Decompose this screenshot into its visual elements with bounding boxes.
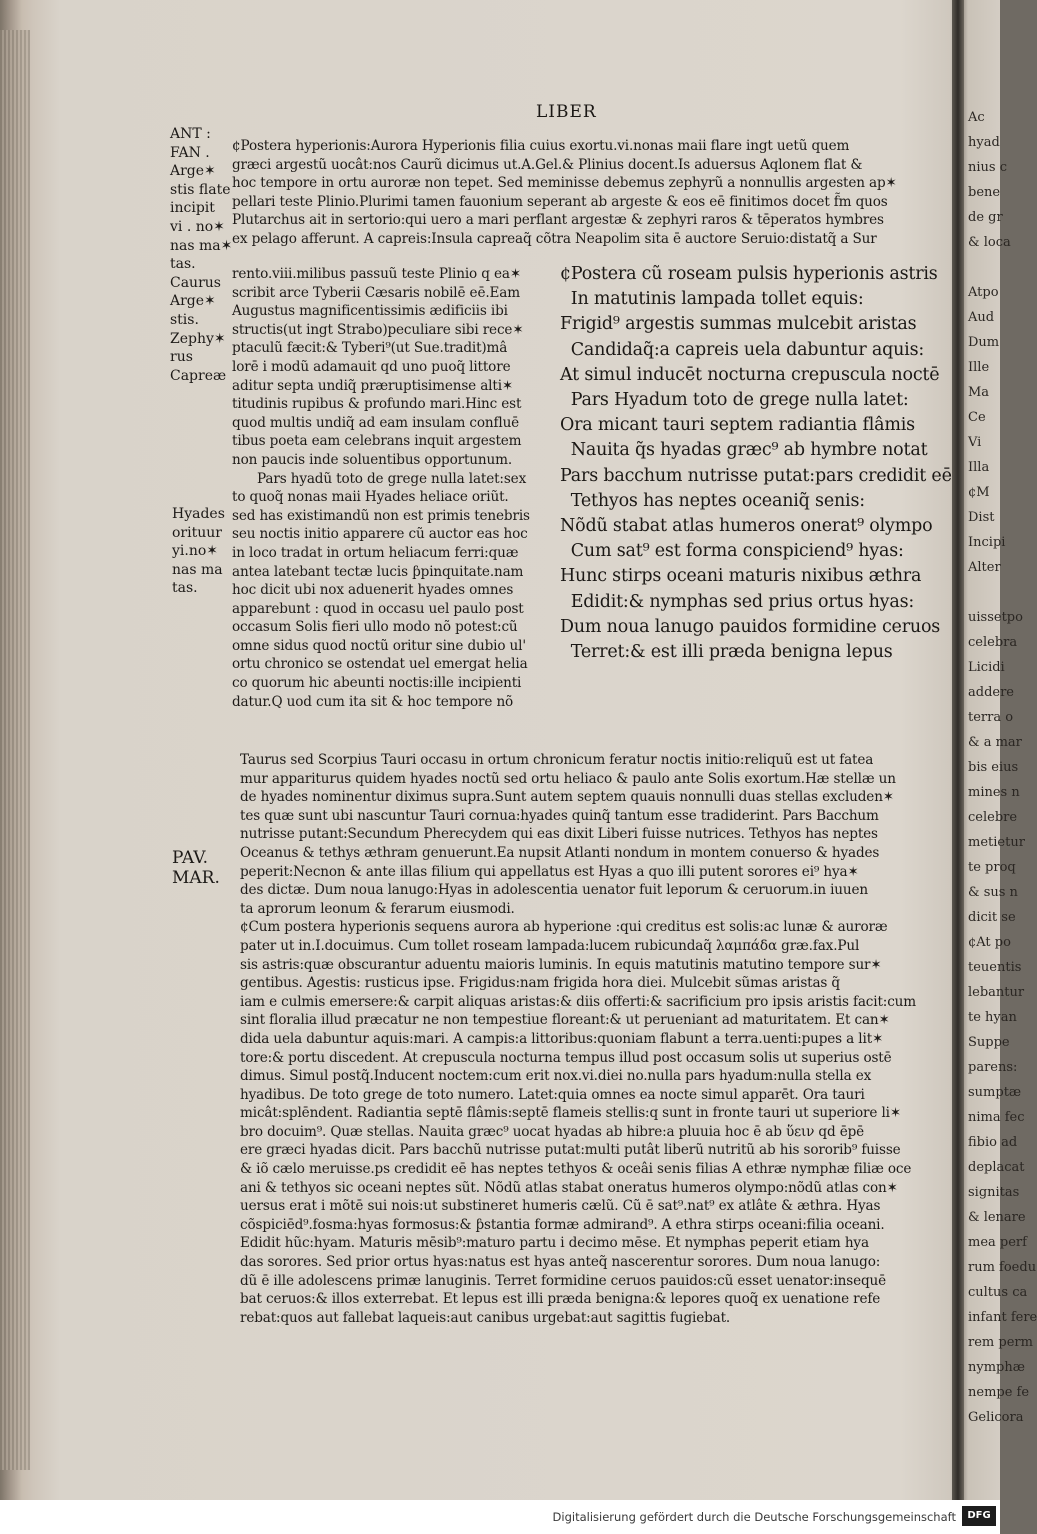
margin-notes-middle: Hyades orituur yi.no✶ nas ma tas. (172, 506, 225, 597)
dfg-logo: DFG (962, 1506, 996, 1526)
gutter (952, 0, 964, 1500)
commentary-column: rento.viii.milibus passuũ teste Plinio q ea✶ scribit arce Tyberii Cæsaris nobilē eē.Eam Augustus magnificentissimis ædificiis ibi structis(ut ingt Strabo)peculiare sibi rece✶ ptaculũ fæcit:& Tyberi⁹(ut Sue.tradit)mâ lorē i modũ adamauit qd uno puoq̃ littore aditur septa undiq̃ præruptisimense alti✶ titudinis rupibus & profundo mari.Hinc est quod multis undiq̃ ad eam insulam confluē tibus poeta eam celebrans inquit argestem non paucis inde soluentibus opportunum. Pars hyadũ toto de grege nulla latet:sex to quoq̃ nonas maii Hyades heliace oriũt. sed has existimandũ non est primis tenebris seu noctis initio apparere cũ auctor eas hoc in loco tradat in ortum heliacum ferri:quæ antea latebant tectæ lucis ƥpinquitate.nam hoc dicit ubi nox aduenerit hyades omnes apparebunt : quod in occasu uel paulo post occasum Solis fieri ullo modo nõ potest:cũ omne sidus quod noctũ oritur sine dubio ul' ortu chronico se ostendat uel emergat helia co quorum hic abeunti noctis:ille incipienti datur.Q uod cum ita sit & hoc tempore nõ (232, 266, 530, 710)
margin-notes-bottom: PAV. MAR. (172, 848, 220, 888)
facing-page-fragment: Ac hyad nius c bene de gr & loca Atpo Aud Dum Ille Ma Ce Vi Illa ¢M Dist Incipi Alter uissetpo celebra Licidi addere terra o & a mar bis eius mines n celebre metietur te proq & sus n dicit se ¢At po teuentis lebantur te hyan Suppe parens: sumptæ nima fec fibio ad deplacat signitas & lenare mea perf rum foedu cultus ca infant fere rem perm nymphæ nempe fe Gelicora (968, 110, 1037, 1425)
margin-notes-top: ANT : FAN . Arge✶ stis flate incipit vi . no✶ nas ma✶ tas. Caurus Arge✶ stis. Zephy✶ rus Capreæ (170, 126, 233, 384)
commentary-lower: Taurus sed Scorpius Tauri occasu in ortum chronicum feratur noctis initio:reliquũ est ut fatea mur appariturus quidem hyades noctũ sed ortu heliaco & paulo ante Solis exortum.Hæ stellæ un de hyades nominentur diximus supra.Sunt autem septem quauis nonnulli duas stellas excluden✶ tes quæ sunt ubi nascuntur Tauri cornua:hyades quinq̃ tantum esse tradiderint. Pars Bacchum nutrisse putant:Secundum Pherecydem qui eas dixit Liberi fuisse nutrices. Tethyos has neptes Oceanus & tethys æthram genuerunt.Ea nupsit Atlanti nondum in montem conuerso & hyades peperit:Necnon & ante illas filium qui appellatus est Hyas a quo illi putent sorores ei⁹ hya✶ des dictæ. Dum noua lanugo:Hyas in adolescentia uenator fuit leporum & ceruorum.in iuuen ta aprorum leonum & ferarum eiusmodi. ¢Cum postera hyperionis sequens aurora ab hyperione :qui creditus est solis:ac lunæ & auroræ pater ut in.I.docuimus. Cum tollet roseam lampada:lucem rubicundaq̃ λαμπάδα græ.fax.Pul sis astris:quæ obscurantur aduentu maioris luminis. In equis matutinis matutino tempore sur✶ gentibus. Agestis: rusticus ipse. Frigidus:nam frigida hora diei. Mulcebit sũmas aristas q̃ iam e culmis emersere:& carpit aliquas aristas:& diis offerti:& sacrificium pro ipsis aristis facit:cum sint floralia illud præcatur ne non tempestiue floreant:& ut perueniant ad maturitatem. Et can✶ dida uela dabuntur aquis:mari. A campis:a littoribus:quoniam flabunt a terra.uenti:pupes a lit✶ tore:& portu discedent. At crepuscula nocturna tempus illud post occasum solis ut superius ostē dimus. Simul postq̃.Inducent noctem:cum erit nox.vi.diei no.nulla pars hyadum:nulla stella ex hyadibus. De toto grege de toto numero. Latet:quia omnes ea nocte simul apparēt. Ora tauri micât:splēndent. Radiantia septē flâmis:septē flameis stellis:q sunt in fronte tauri ut superiore li✶ bro docuim⁹. Quæ stellas. Nauita græc⁹ uocat hyadas ab hibre:a pluuia hoc ē ab ὕειν qd ēpē ere græci hyadas dicit. Pars bacchũ nutrisse putat:multi putât liberũ nutritũ ab his sororib⁹ fuisse & iõ cælo meruisse.ps credidit eē has neptes tethyos & oceâi senis filias A ethræ nymphæ filiæ oce ani & tethyos sic oceani neptes sũt. Nõdũ atlas stabat oneratus humeros olympo:nõdũ atlas con✶ uersus erat i mõtē sui nois:ut substineret humeris cælũ. Cũ ē sat⁹.nat⁹ ex atlâte & æthra. Hyas cõspiciēd⁹.fosma:hyas formosus:& ƥstantia formæ admirand⁹. A ethra stirps oceani:filia oceani. Edidit hũc:hyam. Maturis mēsib⁹:maturo partu i decimo mēse. Et nymphas peperit etiam hya das sorores. Sed prior ortus hyas:natus est hyas anteq̃ nascerentur sorores. Dum noua lanugo: dũ ē ille adolescens primæ lanuginis. Terret formidine ceruos pauidos:cũ esset uenator:insequē bat ceruos:& illos exterrebat. Et lepus est illi præda benigna:& lepores quoq̃ ex uenatione refe rebat:quos aut fallebat laqueis:aut canibus urgebat:aut sagittis fugiebat. (240, 752, 916, 1326)
poem-verses: ¢Postera cũ roseam pulsis hyperionis astris In matutinis lampada tollet equis: Frigid⁹ argestis summas mulcebit aristas Candidaq̃:a capreis uela dabuntur aquis: At simul inducēt nocturna crepuscula noctē Pars Hyadum toto de grege nulla latet: Ora micant tauri septem radiantia flâmis Nauita q̃s hyadas græc⁹ ab hymbre notat Pars bacchum nutrisse putat:pars credidit eē Tethyos has neptes oceaniq̃ senis: Nõdũ stabat atlas humeros onerat⁹ olympo Cum sat⁹ est forma conspiciend⁹ hyas: Hunc stirps oceani maturis nixibus æthra Edidit:& nymphas sed prius ortus hyas: Dum noua lanugo pauidos formidine ceruos Terret:& est illi præda benigna lepus (560, 264, 952, 663)
commentary-upper: ¢Postera hyperionis:Aurora Hyperionis filia cuius exortu.vi.nonas maii flare ingt uetũ quem græci argestũ uocât:nos Caurũ dicimus ut.A.Gel.& Plinius docent.Is aduersus Aqlonem flat & hoc tempore in ortu auroræ non tepet. Sed meminisse debemus zephyrũ a nonnullis argesten ap✶ pellari teste Plinio.Plurimi tamen fauonium seperant ab argeste & eos eē finitimos docet f̃m quos Plutarchus ait in sertorio:qui uero a mari perflant argestæ & zephyri raros & tēperatos hymbres ex pelago afferunt. A capreis:Insula capreaq̃ cõtra Neapolim sita ē auctore Seruio:distatq̃ a Sur (232, 138, 897, 247)
footer-bar (0, 1500, 1000, 1534)
page-edges (0, 30, 30, 1470)
running-header: LIBER (536, 102, 597, 122)
footer-credit: Digitalisierung gefördert durch die Deutsche Forschungsgemeinschaft (552, 1510, 956, 1524)
